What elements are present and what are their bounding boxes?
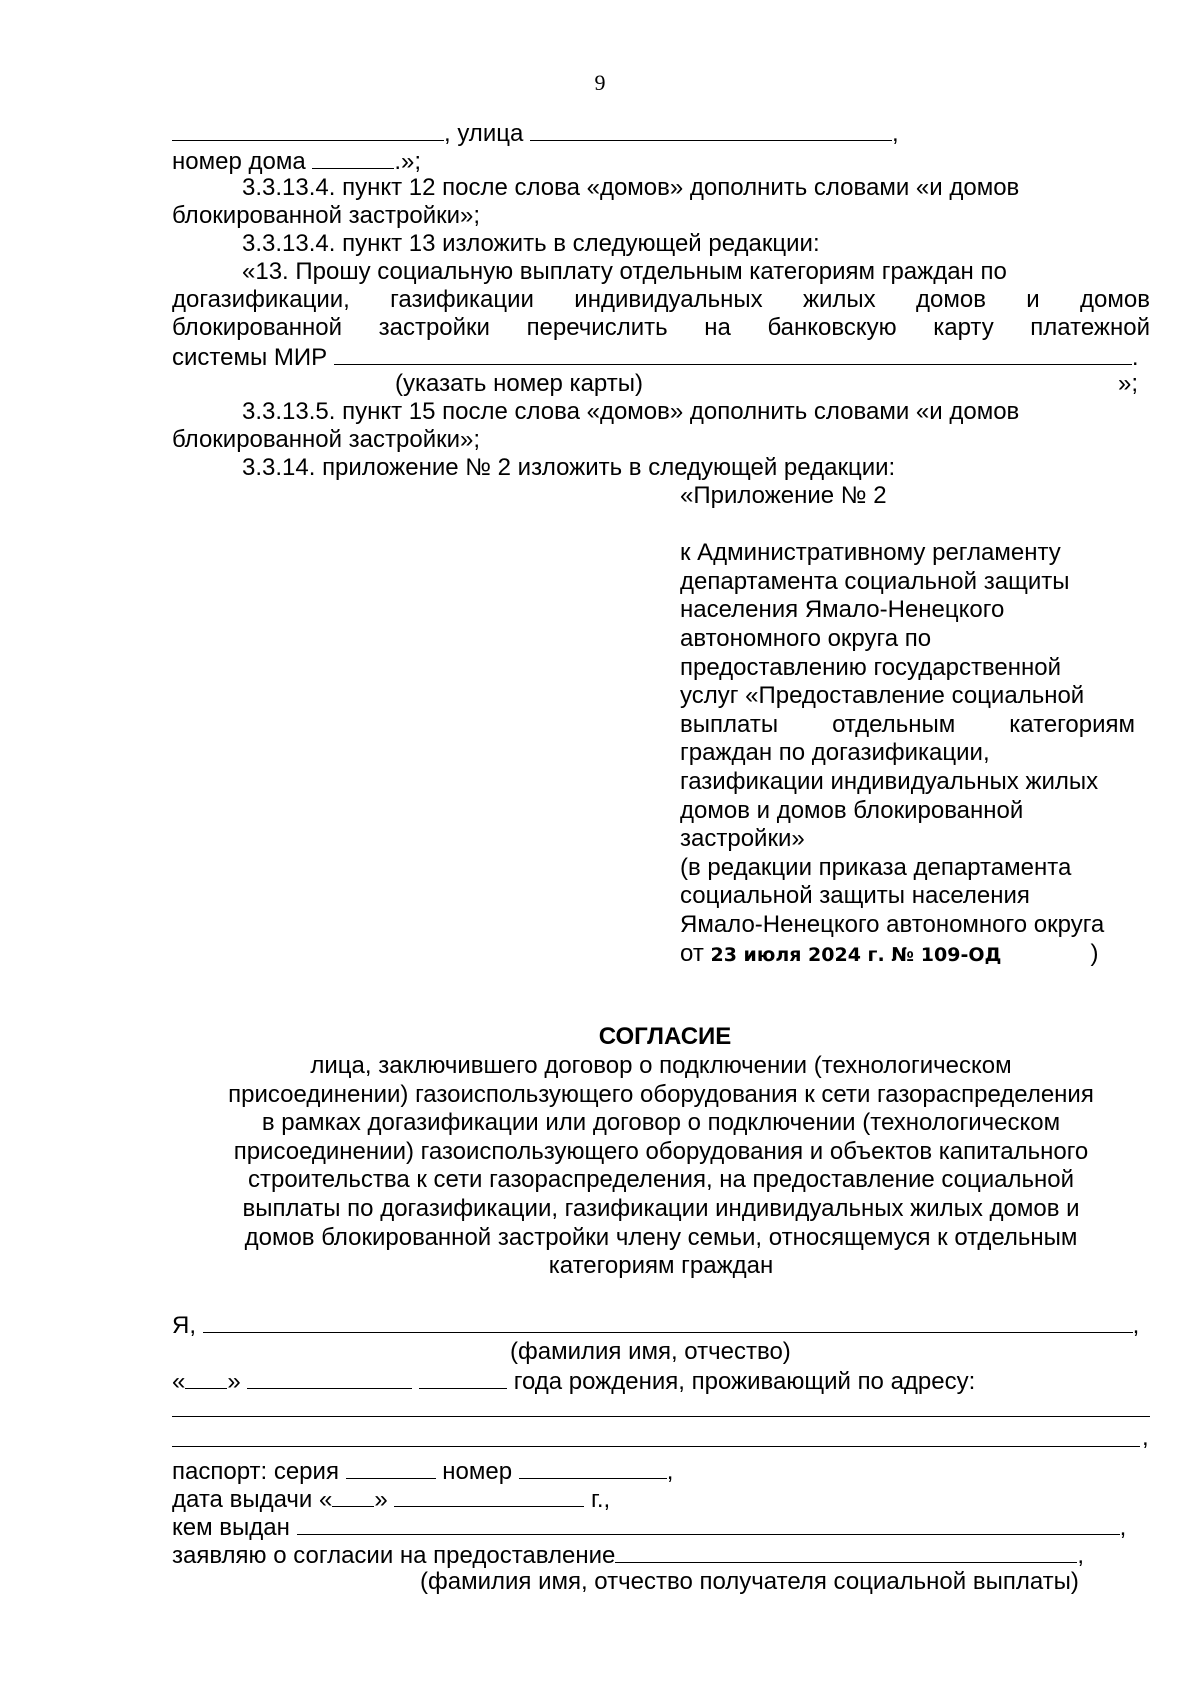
consent-subtitle-line-5: строительства к сети газораспределения, на предоставление социальной	[247, 1166, 1074, 1194]
card-number-blank	[334, 342, 1132, 365]
clause-3-3-13-4a-line1: 3.3.13.4. пункт 12 после слова «домов» дополнить словами «и домов	[242, 174, 1020, 201]
clause-13-line3: блокированной застройки перечислить на банковскую карту платежной	[172, 314, 1150, 341]
clause-13-line4	[172, 342, 1150, 372]
street-comma: ,	[891, 120, 899, 147]
annex-line-2: департамента социальной защиты	[680, 567, 1070, 595]
address-blank-2	[172, 1446, 1140, 1447]
i-label: Я,	[172, 1312, 196, 1339]
annex-line-8: граждан по догазификации,	[680, 739, 990, 767]
recipient-blank	[615, 1540, 1077, 1563]
order-prefix: от	[680, 939, 704, 967]
annex-line-5: предоставлению государственной	[680, 653, 1062, 681]
passport-number-label: номер	[442, 1458, 513, 1485]
birth-quote-open: «	[172, 1368, 186, 1395]
annex-line-3: населения Ямало-Ненецкого	[680, 596, 1005, 624]
passport-series-blank	[346, 1456, 436, 1479]
issued-by-line	[172, 1512, 1150, 1542]
annex-spacer	[680, 511, 1160, 540]
mir-label: системы МИР	[172, 344, 328, 371]
birth-text: года рождения, проживающий по адресу:	[513, 1368, 976, 1395]
consent-subtitle-line-4: присоединении) газоиспользующего оборудования и объектов капитального	[233, 1137, 1089, 1165]
fio-blank	[203, 1310, 1133, 1333]
fio-line	[172, 1310, 1150, 1340]
fio-caption: (фамилия имя, отчество)	[510, 1338, 791, 1365]
address-blank-1	[172, 1416, 1150, 1417]
issue-month-blank	[394, 1484, 584, 1507]
card-number-end: .	[1131, 344, 1139, 371]
issue-date-label: дата выдачи «	[172, 1486, 333, 1513]
annex-line-11: застройки»	[680, 825, 805, 853]
address-comma: ,	[1142, 1424, 1149, 1451]
consent-subtitle	[172, 1052, 1150, 1281]
annex-line-6: услуг «Предоставление социальной	[680, 682, 1085, 710]
clause-13-line1: «13. Прошу социальную выплату отдельным категориям граждан по	[242, 258, 1007, 285]
passport-series-label: паспорт: серия	[172, 1458, 339, 1485]
consent-title: СОГЛАСИЕ	[598, 1023, 732, 1050]
annex-title: «Приложение № 2	[680, 482, 887, 509]
passport-line	[172, 1456, 1150, 1486]
annex-line-9: газификации индивидуальных жилых	[680, 767, 1099, 795]
clause-3-3-13-5-line2: блокированной застройки»;	[172, 426, 481, 453]
consent-to-label: заявляю о согласии на предоставление	[172, 1542, 616, 1569]
consent-to-comma: ,	[1077, 1542, 1084, 1569]
annex-line-12: (в редакции приказа департамента	[680, 853, 1072, 881]
consent-subtitle-line-6: выплаты по догазификации, газификации индивидуальных жилых домов и	[242, 1194, 1080, 1222]
consent-to-line	[172, 1540, 1150, 1570]
issue-day-blank	[332, 1484, 374, 1507]
house-number-blank	[312, 146, 394, 169]
clause-3-3-14: 3.3.14. приложение № 2 изложить в следующей редакции:	[242, 454, 896, 481]
annex-header	[680, 482, 1160, 968]
annex-line-4: автономного округа по	[680, 624, 932, 652]
issued-by-blank	[297, 1512, 1120, 1535]
clause-3-3-13-4a-line2: блокированной застройки»;	[172, 202, 481, 229]
street-label: , улица	[444, 120, 524, 147]
annex-line-7: выплаты отдельным категориям	[680, 710, 1135, 738]
passport-comma: ,	[666, 1458, 674, 1485]
house-number-label: номер дома	[172, 148, 306, 175]
annex-line-13: социальной защиты населения	[680, 882, 1030, 910]
order-close: )	[1090, 939, 1099, 967]
issued-by-label: кем выдан	[172, 1514, 290, 1541]
birth-year-blank	[419, 1366, 507, 1389]
clause-13-line2: догазификации, газификации индивидуальных жилых домов и домов	[172, 286, 1150, 313]
clause-3-3-13-4b: 3.3.13.4. пункт 13 изложить в следующей редакции:	[242, 230, 820, 257]
card-number-caption: (указать номер карты)	[395, 370, 643, 397]
fio-comma: ,	[1132, 1312, 1140, 1339]
birth-date-line	[172, 1366, 1150, 1396]
annex-order-line	[680, 940, 1160, 969]
city-blank	[172, 118, 444, 141]
passport-number-blank	[519, 1456, 667, 1479]
clause-3-3-13-5-line1: 3.3.13.5. пункт 15 после слова «домов» дополнить словами «и домов	[242, 398, 1020, 425]
street-blank	[530, 118, 892, 141]
birth-month-blank	[247, 1366, 412, 1389]
house-number-end: .»;	[394, 148, 422, 175]
annex-line-14: Ямало-Ненецкого автономного округа	[680, 910, 1105, 938]
consent-subtitle-line-2: присоединении) газоиспользующего оборудования к сети газораспределения	[228, 1080, 1094, 1108]
issue-date-line	[172, 1484, 1150, 1514]
order-date-stamp: 23 июля 2024 г. № 109-ОД	[710, 943, 1002, 966]
annex-line-10: домов и домов блокированной	[680, 796, 1024, 824]
annex-line-1: к Административному регламенту	[680, 539, 1061, 567]
card-caption-end: »;	[1118, 370, 1139, 397]
birth-quote-close: »	[227, 1368, 241, 1395]
issued-by-comma: ,	[1119, 1514, 1127, 1541]
consent-subtitle-line-1: лица, заключившего договор о подключении (технологическом	[310, 1052, 1012, 1079]
address-street-line	[172, 118, 1150, 148]
recipient-caption: (фамилия имя, отчество получателя социальной выплаты)	[420, 1568, 1079, 1595]
consent-subtitle-line-8: категориям граждан	[548, 1252, 774, 1280]
issue-quote-close: »	[374, 1486, 388, 1513]
issue-year-suffix: г.,	[591, 1486, 611, 1513]
birth-day-blank	[185, 1366, 227, 1389]
page-number: 9	[594, 70, 606, 95]
consent-subtitle-line-3: в рамках догазификации или договор о подключении (технологическом	[261, 1109, 1061, 1137]
consent-subtitle-line-7: домов блокированной застройки члену семьи, относящемуся к отдельным	[244, 1223, 1078, 1251]
house-number-line	[172, 146, 1150, 176]
